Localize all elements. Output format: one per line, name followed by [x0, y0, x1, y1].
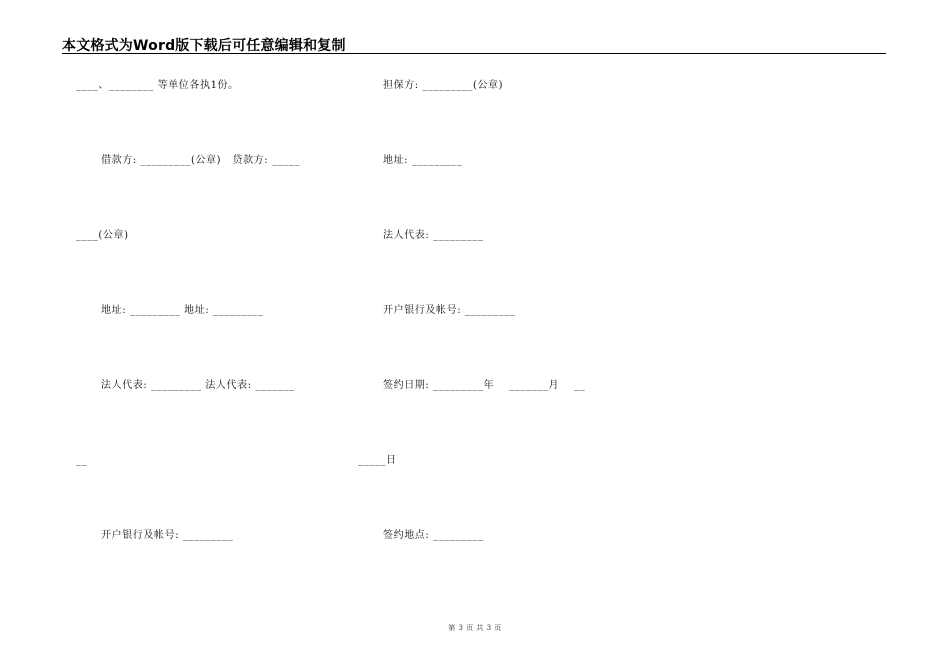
continuation-blank-line: __	[76, 455, 88, 466]
page-number-footer: 第 3 页 共 3 页	[448, 624, 502, 632]
header-divider	[62, 53, 886, 54]
signing-day-line: _____日	[358, 455, 397, 466]
borrower-lender-line: 借款方: _________(公章) 贷款方: _____	[101, 155, 301, 166]
guarantor-bank-account-line: 开户银行及帐号: _________	[383, 305, 516, 316]
lender-seal-line: ____(公章)	[76, 230, 129, 241]
parties-address-line: 地址: _________ 地址: _________	[101, 305, 264, 316]
signing-place-line: 签约地点: _________	[383, 530, 484, 541]
guarantor-legal-rep-line: 法人代表: _________	[383, 230, 484, 241]
guarantor-line: 担保方: _________(公章)	[383, 80, 504, 91]
borrower-bank-account-line: 开户银行及帐号: _________	[101, 530, 234, 541]
signing-date-line: 签约日期: _________年 _______月 __	[383, 380, 586, 391]
parties-legal-rep-line: 法人代表: _________ 法人代表: _______	[101, 380, 295, 391]
document-header-title: 本文格式为Word版下载后可任意编辑和复制	[62, 38, 346, 54]
guarantor-address-line: 地址: _________	[383, 155, 463, 166]
copies-distribution-line: ____、________ 等单位各执1份。	[76, 80, 239, 91]
